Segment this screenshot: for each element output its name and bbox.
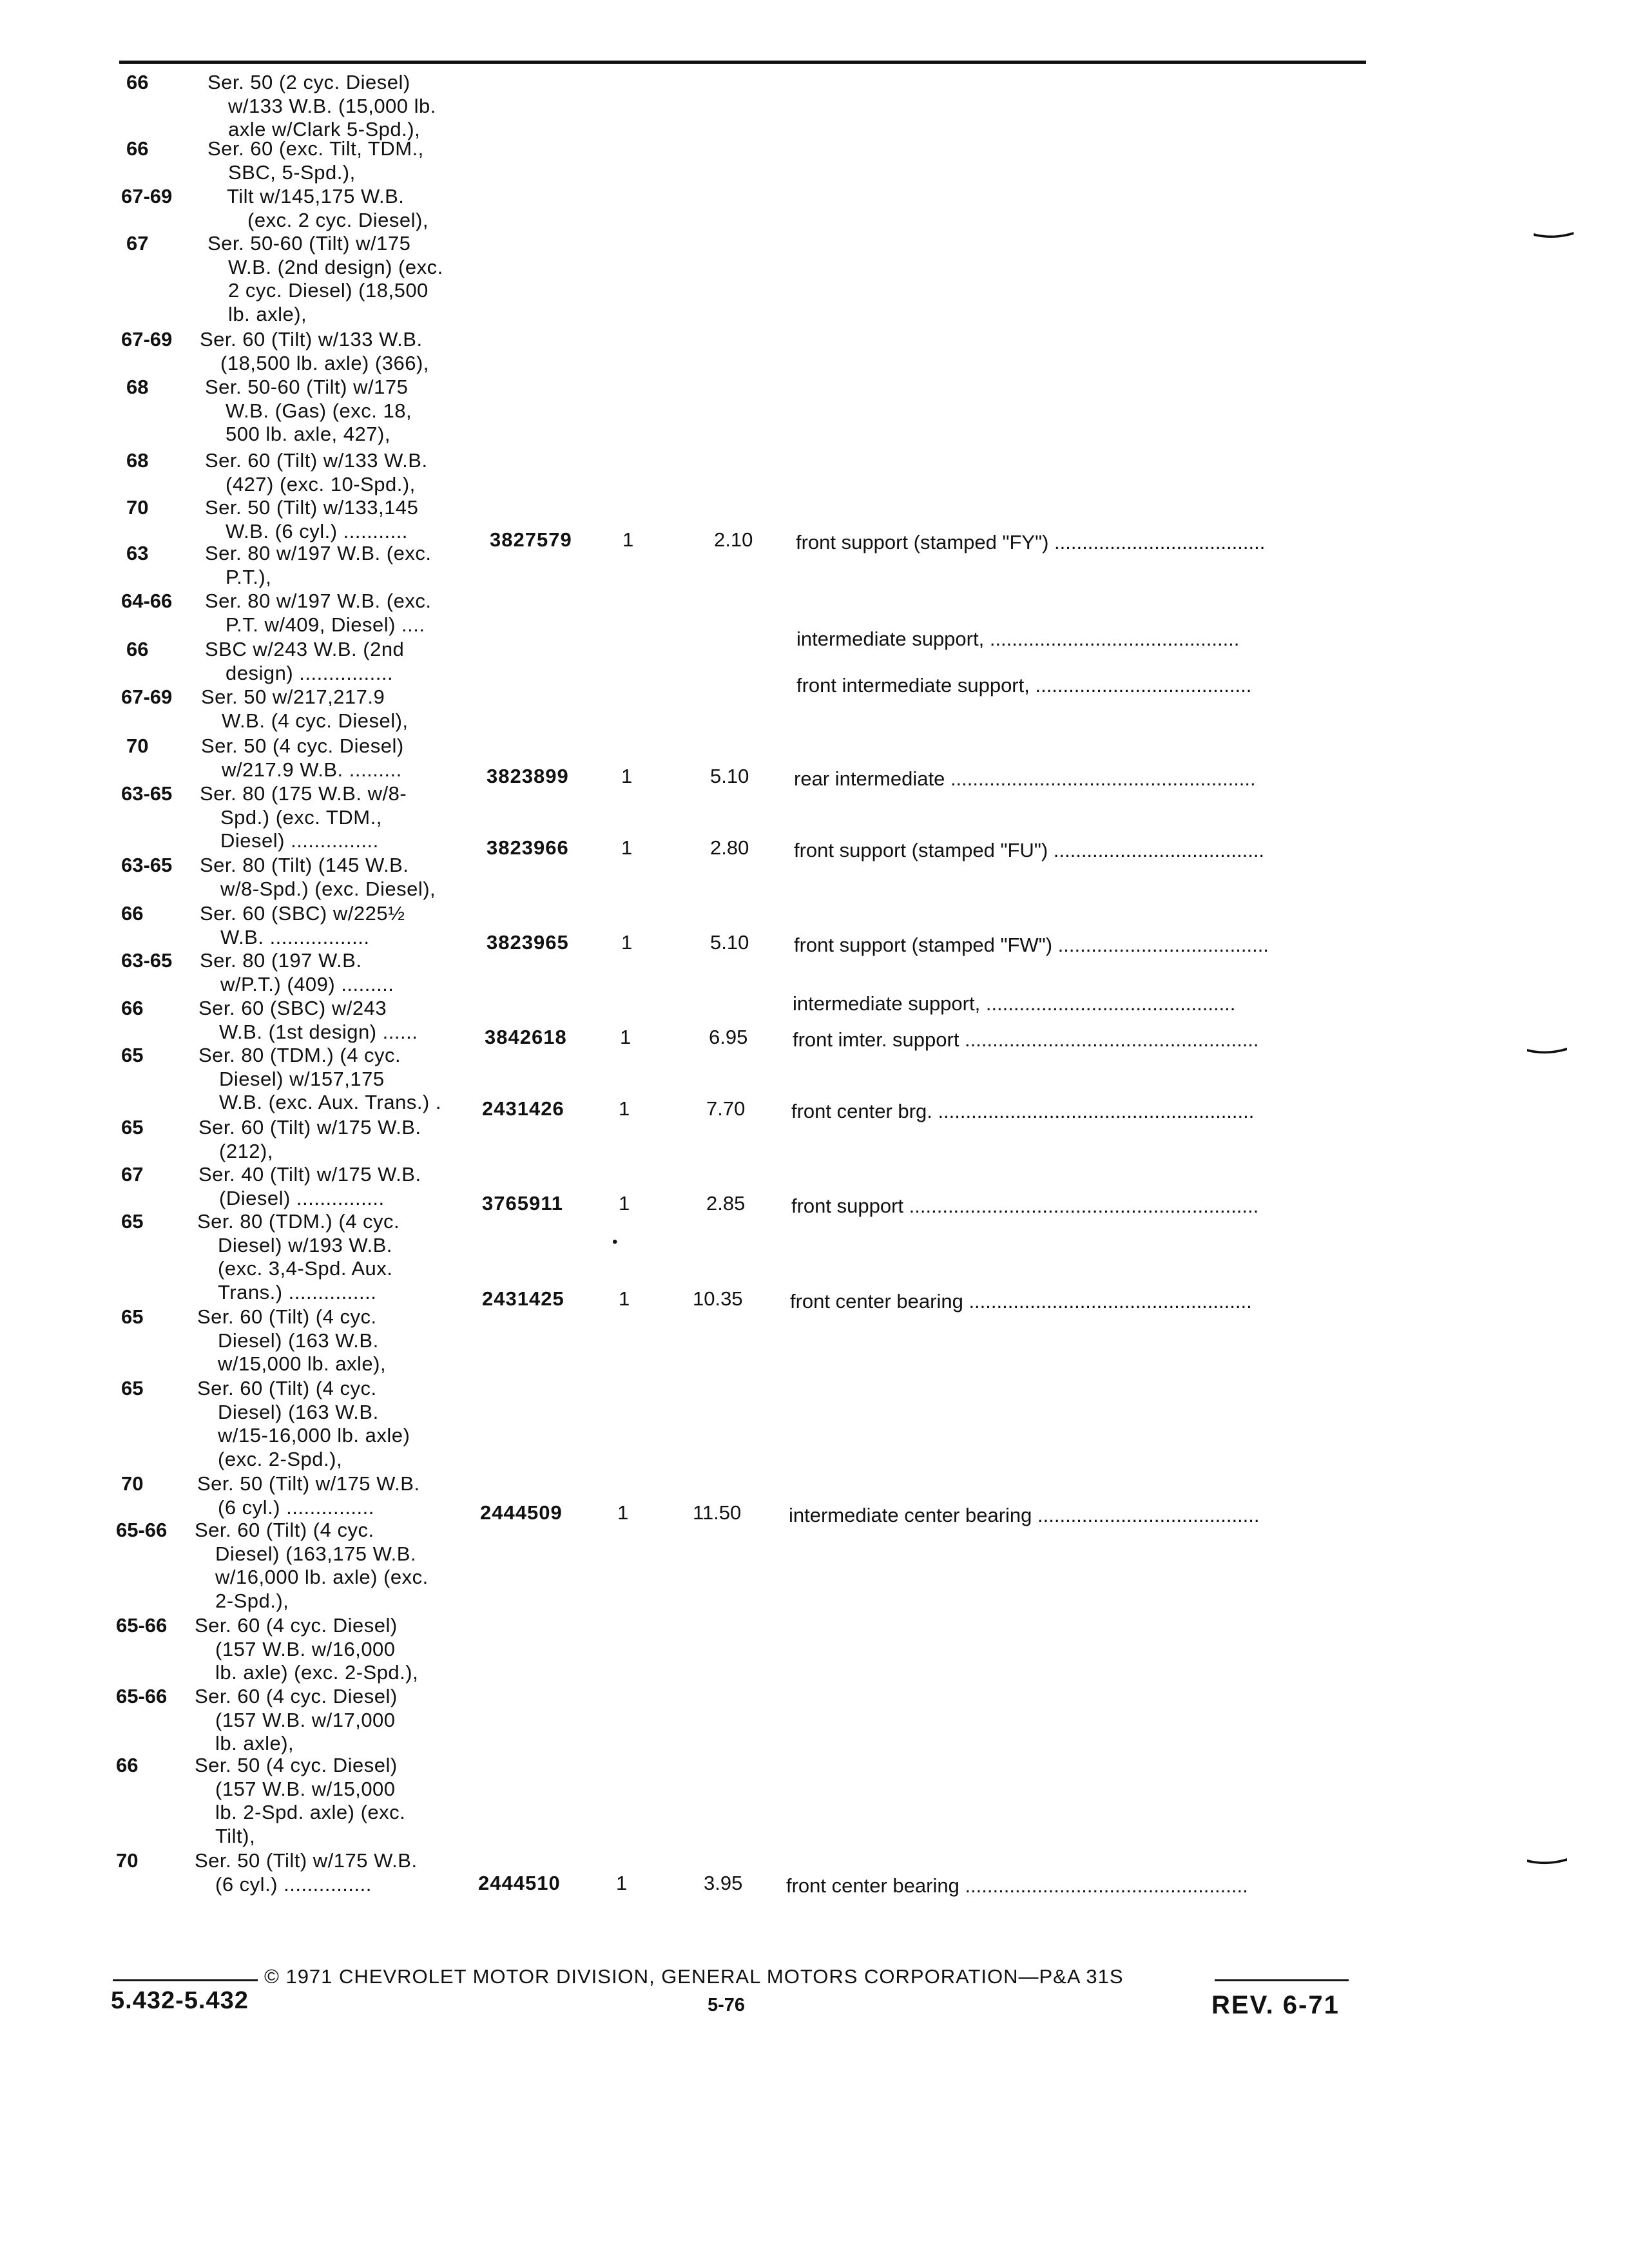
entry-line: design) ................ [226, 662, 394, 684]
part-description: front center bearing ................................................... [790, 1290, 1252, 1312]
entry-year: 67 [121, 1163, 144, 1186]
part-description: front imter. support ..................................................... [793, 1028, 1259, 1051]
entry-line: Diesel) (163 W.B. [218, 1329, 379, 1352]
entry-line: Ser. 50 (4 cyc. Diesel) [201, 735, 404, 757]
entry-line: (exc. 2 cyc. Diesel), [247, 209, 429, 231]
entry-line: 500 lb. axle, 427), [226, 423, 390, 445]
quantity: 1 [620, 1026, 631, 1048]
price: 2.85 [706, 1192, 746, 1215]
part-number: 2444509 [480, 1501, 563, 1524]
margin-tick-2 [1527, 1045, 1567, 1055]
entry-line: Ser. 60 (SBC) w/225½ [200, 902, 405, 925]
entry-line: W.B. (exc. Aux. Trans.) . [219, 1091, 441, 1113]
entry-line: Trans.) ............... [218, 1281, 377, 1303]
entry-line: Ser. 50-60 (Tilt) w/175 [207, 232, 411, 255]
margin-tick-3 [1527, 1856, 1567, 1866]
part-number: 3842618 [485, 1026, 567, 1048]
entry-line: SBC w/243 W.B. (2nd [205, 638, 405, 660]
entry-line: (Diesel) ............... [219, 1187, 385, 1209]
entry-year: 65-66 [116, 1519, 168, 1541]
entry-year: 63-65 [121, 854, 173, 876]
entry-line: lb. axle), [215, 1732, 294, 1754]
stray-mark: • [612, 1233, 618, 1251]
part-number: 2431426 [482, 1097, 564, 1120]
entry-line: Ser. 60 (SBC) w/243 [198, 997, 387, 1019]
page-number: 5-76 [708, 1995, 746, 2015]
part-number: 3827579 [490, 528, 572, 551]
entry-year: 70 [116, 1849, 139, 1872]
entry-line: (18,500 lb. axle) (366), [220, 352, 429, 374]
entry-line: Diesel) w/193 W.B. [218, 1234, 392, 1256]
entry-line: Ser. 80 (197 W.B. [200, 949, 362, 972]
entry-line: Ser. 80 (TDM.) (4 cyc. [198, 1044, 401, 1066]
entry-line: Ser. 60 (Tilt) w/175 W.B. [198, 1116, 421, 1139]
part-number: 2444510 [478, 1872, 561, 1894]
part-description: front support (stamped "FU") ...................................... [794, 839, 1265, 861]
entry-line: Diesel) ............... [220, 829, 379, 852]
entry-year: 64-66 [121, 590, 173, 612]
revision-label: REV. 6-71 [1211, 1991, 1340, 2019]
entry-line: w/16,000 lb. axle) (exc. [215, 1566, 429, 1588]
entry-line: W.B. (4 cyc. Diesel), [222, 709, 409, 732]
note-description: intermediate support, ............................................. [796, 628, 1240, 650]
entry-line: lb. axle), [228, 303, 307, 325]
part-number: 3823966 [487, 836, 569, 859]
part-description: rear intermediate ....................................................... [794, 767, 1256, 790]
entry-year: 65-66 [116, 1685, 168, 1707]
entry-year: 65 [121, 1116, 144, 1139]
part-number: 3765911 [482, 1192, 563, 1215]
entry-year: 70 [126, 735, 149, 757]
entry-line: Ser. 60 (Tilt) w/133 W.B. [205, 449, 428, 472]
entry-line: Ser. 60 (4 cyc. Diesel) [195, 1685, 398, 1707]
entry-line: W.B. (6 cyl.) ........... [226, 520, 408, 543]
entry-year: 65 [121, 1210, 144, 1233]
part-description: front center bearing ................................................... [786, 1874, 1248, 1897]
quantity: 1 [619, 1097, 630, 1120]
footer-rule-left [113, 1979, 258, 1981]
entry-line: (157 W.B. w/17,000 [215, 1709, 396, 1731]
entry-year: 70 [126, 496, 149, 519]
quantity: 1 [621, 836, 633, 859]
entry-line: Ser. 80 (TDM.) (4 cyc. [197, 1210, 400, 1233]
entry-line: W.B. (Gas) (exc. 18, [226, 399, 412, 422]
entry-line: Ser. 60 (exc. Tilt, TDM., [207, 137, 424, 160]
entry-line: Ser. 50 (Tilt) w/175 W.B. [197, 1472, 420, 1495]
entry-year: 63-65 [121, 949, 173, 972]
entry-line: (6 cyl.) ............... [218, 1496, 374, 1519]
entry-line: W.B. (1st design) ...... [219, 1021, 418, 1043]
entry-year: 66 [126, 137, 149, 160]
entry-line: Ser. 60 (Tilt) w/133 W.B. [200, 328, 423, 351]
copyright-line: © 1971 CHEVROLET MOTOR DIVISION, GENERAL MOTORS CORPORATION—P&A 31S [264, 1965, 1124, 1988]
entry-line: Ser. 40 (Tilt) w/175 W.B. [198, 1163, 421, 1186]
entry-line: w/133 W.B. (15,000 lb. [228, 95, 436, 117]
entry-line: Ser. 60 (Tilt) (4 cyc. [195, 1519, 374, 1541]
entry-line: Ser. 80 (Tilt) (145 W.B. [200, 854, 409, 876]
entry-line: axle w/Clark 5-Spd.), [228, 118, 421, 140]
quantity: 1 [619, 1192, 630, 1215]
entry-line: w/15-16,000 lb. axle) [218, 1424, 410, 1446]
part-number: 3823899 [487, 765, 569, 787]
entry-line: Spd.) (exc. TDM., [220, 806, 382, 829]
entry-line: Ser. 60 (Tilt) (4 cyc. [197, 1377, 377, 1399]
entry-year: 66 [121, 997, 144, 1019]
entry-year: 67 [126, 232, 149, 255]
price: 3.95 [704, 1872, 743, 1894]
entry-line: lb. 2-Spd. axle) (exc. [215, 1801, 406, 1823]
price: 6.95 [709, 1026, 748, 1048]
entry-line: w/217.9 W.B. ......... [222, 758, 402, 781]
entry-year: 65 [121, 1305, 144, 1328]
entry-line: Ser. 50 w/217,217.9 [201, 686, 385, 708]
entry-year: 66 [126, 638, 149, 660]
part-description: front support ............................................................... [791, 1195, 1259, 1217]
entry-line: Ser. 60 (Tilt) (4 cyc. [197, 1305, 377, 1328]
entry-line: Tilt w/145,175 W.B. [227, 185, 405, 207]
quantity: 1 [621, 931, 633, 954]
entry-year: 68 [126, 449, 149, 472]
entry-line: Ser. 80 w/197 W.B. (exc. [205, 590, 432, 612]
entry-line: Ser. 50 (Tilt) w/133,145 [205, 496, 419, 519]
part-number: 3823965 [487, 931, 569, 954]
entry-line: (157 W.B. w/15,000 [215, 1778, 396, 1800]
entry-year: 65 [121, 1044, 144, 1066]
entry-line: Ser. 50 (Tilt) w/175 W.B. [195, 1849, 418, 1872]
entry-line: (6 cyl.) ............... [215, 1873, 372, 1896]
part-description: front support (stamped "FY") ...................................... [796, 531, 1266, 553]
quantity: 1 [622, 528, 634, 551]
entry-year: 66 [116, 1754, 139, 1776]
entry-line: (212), [219, 1140, 273, 1162]
entry-line: (exc. 3,4-Spd. Aux. [218, 1257, 393, 1280]
entry-line: (427) (exc. 10-Spd.), [226, 473, 416, 495]
price: 11.50 [693, 1501, 742, 1524]
entry-line: P.T.), [226, 566, 272, 588]
entry-line: W.B. (2nd design) (exc. [228, 256, 443, 278]
entry-line: Ser. 50 (2 cyc. Diesel) [207, 71, 410, 93]
entry-line: SBC, 5-Spd.), [228, 161, 356, 184]
entry-year: 63-65 [121, 782, 173, 805]
entry-line: w/8-Spd.) (exc. Diesel), [220, 878, 436, 900]
price: 5.10 [710, 765, 749, 787]
price: 2.10 [714, 528, 753, 551]
entry-line: Ser. 80 (175 W.B. w/8- [200, 782, 407, 805]
part-description: intermediate center bearing ........................................ [789, 1504, 1260, 1526]
entry-line: Ser. 60 (4 cyc. Diesel) [195, 1614, 398, 1637]
entry-line: Tilt), [215, 1825, 256, 1847]
entry-year: 67-69 [121, 185, 173, 207]
quantity: 1 [619, 1287, 630, 1310]
price: 5.10 [710, 931, 749, 954]
entry-year: 65-66 [116, 1614, 168, 1637]
entry-line: lb. axle) (exc. 2-Spd.), [215, 1661, 419, 1684]
note-description: front intermediate support, ....................................... [796, 674, 1252, 697]
price: 7.70 [706, 1097, 746, 1120]
entry-year: 66 [126, 71, 149, 93]
part-description: front center brg. ......................................................... [791, 1100, 1255, 1122]
entry-line: Ser. 80 w/197 W.B. (exc. [205, 542, 432, 564]
entry-line: Diesel) (163 W.B. [218, 1401, 379, 1423]
entry-year: 66 [121, 902, 144, 925]
part-number: 2431425 [482, 1287, 564, 1310]
part-description: front support (stamped "FW") ...................................... [794, 934, 1269, 956]
entry-year: 63 [126, 542, 149, 564]
entry-line: (exc. 2-Spd.), [218, 1448, 343, 1470]
entry-line: Ser. 50 (4 cyc. Diesel) [195, 1754, 398, 1776]
entry-line: (157 W.B. w/16,000 [215, 1638, 396, 1660]
entry-year: 67-69 [121, 328, 173, 351]
entry-line: w/15,000 lb. axle), [218, 1352, 387, 1375]
top-rule [119, 61, 1366, 64]
price: 2.80 [710, 836, 749, 859]
entry-line: W.B. ................. [220, 926, 370, 948]
entry-line: 2-Spd.), [215, 1590, 289, 1612]
entry-year: 70 [121, 1472, 144, 1495]
entry-year: 68 [126, 376, 149, 398]
quantity: 1 [616, 1872, 628, 1894]
entry-year: 67-69 [121, 686, 173, 708]
entry-line: w/P.T.) (409) ......... [220, 973, 394, 995]
note-description: intermediate support, ............................................. [793, 992, 1236, 1015]
entry-year: 65 [121, 1377, 144, 1399]
margin-tick-1 [1534, 229, 1574, 240]
footer-rule-right [1215, 1979, 1349, 1981]
entry-line: P.T. w/409, Diesel) .... [226, 613, 425, 636]
entry-line: Ser. 50-60 (Tilt) w/175 [205, 376, 409, 398]
entry-line: 2 cyc. Diesel) (18,500 [228, 279, 429, 302]
quantity: 1 [617, 1501, 629, 1524]
entry-line: Diesel) (163,175 W.B. [215, 1542, 417, 1565]
quantity: 1 [621, 765, 633, 787]
entry-line: Diesel) w/157,175 [219, 1068, 385, 1090]
section-number: 5.432-5.432 [111, 1987, 249, 2014]
price: 10.35 [693, 1287, 743, 1310]
